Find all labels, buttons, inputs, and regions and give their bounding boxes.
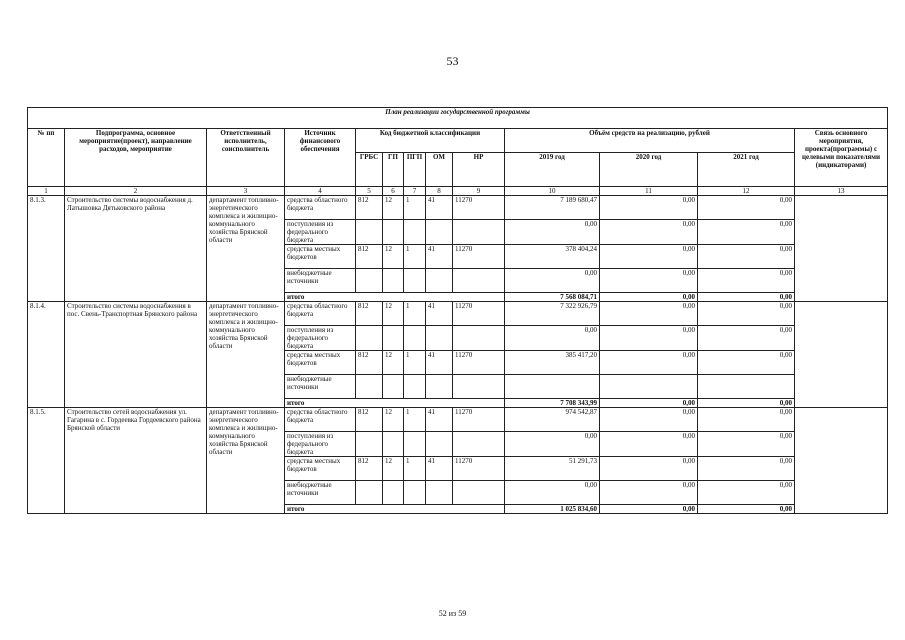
- code-grbs: 812: [356, 457, 383, 481]
- col-number: 3: [207, 187, 285, 196]
- code-om: [426, 220, 453, 245]
- total-2019: 1 025 834,60: [505, 505, 600, 514]
- amount-2021: 0,00: [698, 481, 795, 505]
- amount-2019: 0,00: [505, 326, 600, 351]
- funding-source: средства местных бюджетов: [285, 245, 356, 269]
- amount-2019: 378 404,24: [505, 245, 600, 269]
- code-grbs: [356, 481, 383, 505]
- code-om: [426, 269, 453, 293]
- code-grbs: [356, 432, 383, 457]
- amount-2020: 0,00: [600, 481, 698, 505]
- code-gp: 12: [383, 302, 404, 326]
- code-np: [453, 220, 505, 245]
- code-gp: [383, 326, 404, 351]
- header-link: Связь основного мероприятия, проекта(программы) с целевыми показателями (индикаторами): [795, 129, 888, 187]
- funding-source: средства областного бюджета: [285, 302, 356, 326]
- amount-2019: 0,00: [505, 432, 600, 457]
- amount-2020: 0,00: [600, 408, 698, 432]
- total-2021: 0,00: [698, 505, 795, 514]
- header-budget-code: Код бюджетной классификации: [356, 129, 505, 153]
- code-pgp: [404, 269, 426, 293]
- amount-2019: 51 291,73: [505, 457, 600, 481]
- total-label: итого: [285, 505, 505, 514]
- amount-2021: 0,00: [698, 302, 795, 326]
- total-2020: 0,00: [600, 293, 698, 302]
- total-2020: 0,00: [600, 505, 698, 514]
- amount-2021: [698, 375, 795, 399]
- header-2020: 2020 год: [600, 153, 698, 187]
- funding-source: внебюджетные источники: [285, 481, 356, 505]
- amount-2020: 0,00: [600, 196, 698, 220]
- row-number: 8.1.5.: [28, 408, 65, 514]
- code-grbs: 812: [356, 245, 383, 269]
- code-om: 41: [426, 351, 453, 375]
- activity-name: Строительство сетей водоснабжения ул. Гагарина в с. Гордеевка Гордеевского района Брянской области: [65, 408, 207, 514]
- funding-source: поступления из федерального бюджета: [285, 326, 356, 351]
- col-number: 11: [600, 187, 698, 196]
- code-om: [426, 481, 453, 505]
- amount-2019: 974 542,87: [505, 408, 600, 432]
- code-pgp: 1: [404, 457, 426, 481]
- indicator-link: [795, 408, 888, 514]
- amount-2020: 0,00: [600, 326, 698, 351]
- amount-2021: 0,00: [698, 351, 795, 375]
- code-om: 41: [426, 408, 453, 432]
- table-row: [28, 196, 888, 220]
- funding-source: средства местных бюджетов: [285, 351, 356, 375]
- header-pgp: ПГП: [404, 153, 426, 187]
- plan-title-row: [28, 108, 888, 129]
- code-pgp: 1: [404, 408, 426, 432]
- header-volume: Объём средств на реализацию, рублей: [505, 129, 795, 153]
- col-number: 5: [356, 187, 383, 196]
- amount-2019: 0,00: [505, 269, 600, 293]
- code-om: [426, 375, 453, 399]
- amount-2020: 0,00: [600, 245, 698, 269]
- code-grbs: 812: [356, 302, 383, 326]
- header-om: ОМ: [426, 153, 453, 187]
- code-pgp: 1: [404, 245, 426, 269]
- code-np: [453, 326, 505, 351]
- indicator-link: [795, 196, 888, 302]
- responsible-executor: департамент топливно-энергетического комплекса и жилищно-коммунального хозяйства Брянской области: [207, 302, 285, 408]
- code-gp: [383, 269, 404, 293]
- code-om: 41: [426, 302, 453, 326]
- amount-2020: 0,00: [600, 432, 698, 457]
- code-om: 41: [426, 196, 453, 220]
- amount-2020: 0,00: [600, 220, 698, 245]
- funding-source: поступления из федерального бюджета: [285, 432, 356, 457]
- code-gp: 12: [383, 196, 404, 220]
- header-np: НР: [453, 153, 505, 187]
- code-grbs: 812: [356, 351, 383, 375]
- col-number: 2: [65, 187, 207, 196]
- total-2019: 7 708 343,99: [505, 399, 600, 408]
- header-source: Источник финансового обеспечения: [285, 129, 356, 187]
- activity-name: Строительство системы водоснабжения д. Латышовка Дятьковского района: [65, 196, 207, 302]
- total-2020: 0,00: [600, 399, 698, 408]
- code-gp: [383, 375, 404, 399]
- col-number: 1: [28, 187, 65, 196]
- code-grbs: [356, 375, 383, 399]
- col-number: 6: [383, 187, 404, 196]
- amount-2020: [600, 375, 698, 399]
- amount-2021: 0,00: [698, 269, 795, 293]
- header-responsible: Ответственный исполнитель, соисполнитель: [207, 129, 285, 187]
- page-number: 53: [446, 54, 459, 68]
- code-pgp: [404, 375, 426, 399]
- header-grbs: ГРБС: [356, 153, 383, 187]
- amount-2019: 7 322 926,79: [505, 302, 600, 326]
- funding-source: поступления из федерального бюджета: [285, 220, 356, 245]
- total-label: итого: [285, 293, 505, 302]
- funding-source: средства областного бюджета: [285, 408, 356, 432]
- total-label: итого: [285, 399, 505, 408]
- code-gp: 12: [383, 408, 404, 432]
- responsible-executor: департамент топливно-энергетического комплекса и жилищно-коммунального хозяйства Брянской области: [207, 408, 285, 514]
- code-grbs: [356, 269, 383, 293]
- activity-name: Строительство системы водоснабжения в пос. Свень-Транспортная Брянского района: [65, 302, 207, 408]
- column-numbers-row: [28, 187, 888, 196]
- code-pgp: 1: [404, 196, 426, 220]
- plan-title: План реализации государственной программы: [28, 108, 888, 129]
- amount-2021: 0,00: [698, 245, 795, 269]
- code-np: 11270: [453, 302, 505, 326]
- header-subprogram: Подпрограмма, основное мероприятие(проект), направление расходов, мероприятие: [65, 129, 207, 187]
- program-table: [27, 107, 888, 514]
- amount-2021: 0,00: [698, 432, 795, 457]
- code-gp: [383, 481, 404, 505]
- amount-2021: 0,00: [698, 457, 795, 481]
- amount-2019: 385 417,20: [505, 351, 600, 375]
- code-om: 41: [426, 457, 453, 481]
- code-np: [453, 432, 505, 457]
- code-gp: 12: [383, 351, 404, 375]
- amount-2020: 0,00: [600, 269, 698, 293]
- col-number: 8: [426, 187, 453, 196]
- amount-2020: 0,00: [600, 351, 698, 375]
- amount-2020: 0,00: [600, 457, 698, 481]
- total-2019: 7 568 084,71: [505, 293, 600, 302]
- code-om: 41: [426, 245, 453, 269]
- code-np: [453, 481, 505, 505]
- code-np: 11270: [453, 457, 505, 481]
- code-np: 11270: [453, 245, 505, 269]
- code-om: [426, 432, 453, 457]
- code-pgp: 1: [404, 302, 426, 326]
- code-om: [426, 326, 453, 351]
- code-pgp: [404, 481, 426, 505]
- code-gp: [383, 220, 404, 245]
- header-row-1: [28, 129, 888, 153]
- row-number: 8.1.4.: [28, 302, 65, 408]
- table-row: [28, 408, 888, 432]
- funding-source: средства областного бюджета: [285, 196, 356, 220]
- amount-2021: 0,00: [698, 220, 795, 245]
- total-2021: 0,00: [698, 399, 795, 408]
- amount-2019: 0,00: [505, 220, 600, 245]
- code-np: [453, 269, 505, 293]
- amount-2019: 0,00: [505, 481, 600, 505]
- header-num: № пп: [28, 129, 65, 187]
- amount-2021: 0,00: [698, 326, 795, 351]
- code-np: 11270: [453, 351, 505, 375]
- code-gp: 12: [383, 457, 404, 481]
- col-number: 13: [795, 187, 888, 196]
- col-number: 10: [505, 187, 600, 196]
- table-row: [28, 302, 888, 326]
- funding-source: внебюджетные источники: [285, 375, 356, 399]
- code-pgp: 1: [404, 351, 426, 375]
- amount-2019: 7 189 680,47: [505, 196, 600, 220]
- code-pgp: [404, 432, 426, 457]
- code-grbs: [356, 220, 383, 245]
- code-grbs: 812: [356, 196, 383, 220]
- col-number: 4: [285, 187, 356, 196]
- funding-source: внебюджетные источники: [285, 269, 356, 293]
- indicator-link: [795, 302, 888, 408]
- funding-source: средства местных бюджетов: [285, 457, 356, 481]
- col-number: 7: [404, 187, 426, 196]
- code-gp: 12: [383, 245, 404, 269]
- col-number: 12: [698, 187, 795, 196]
- code-np: [453, 375, 505, 399]
- amount-2020: 0,00: [600, 302, 698, 326]
- code-grbs: [356, 326, 383, 351]
- amount-2019: [505, 375, 600, 399]
- amount-2021: 0,00: [698, 408, 795, 432]
- header-2021: 2021 год: [698, 153, 795, 187]
- code-np: 11270: [453, 196, 505, 220]
- code-pgp: [404, 326, 426, 351]
- row-number: 8.1.3.: [28, 196, 65, 302]
- col-number: 9: [453, 187, 505, 196]
- total-2021: 0,00: [698, 293, 795, 302]
- code-gp: [383, 432, 404, 457]
- header-2019: 2019 год: [505, 153, 600, 187]
- header-gp: ГП: [383, 153, 404, 187]
- amount-2021: 0,00: [698, 196, 795, 220]
- responsible-executor: департамент топливно-энергетического комплекса и жилищно-коммунального хозяйства Брянской области: [207, 196, 285, 302]
- page-footer: 52 из 59: [438, 609, 467, 618]
- code-pgp: [404, 220, 426, 245]
- code-grbs: 812: [356, 408, 383, 432]
- code-np: 11270: [453, 408, 505, 432]
